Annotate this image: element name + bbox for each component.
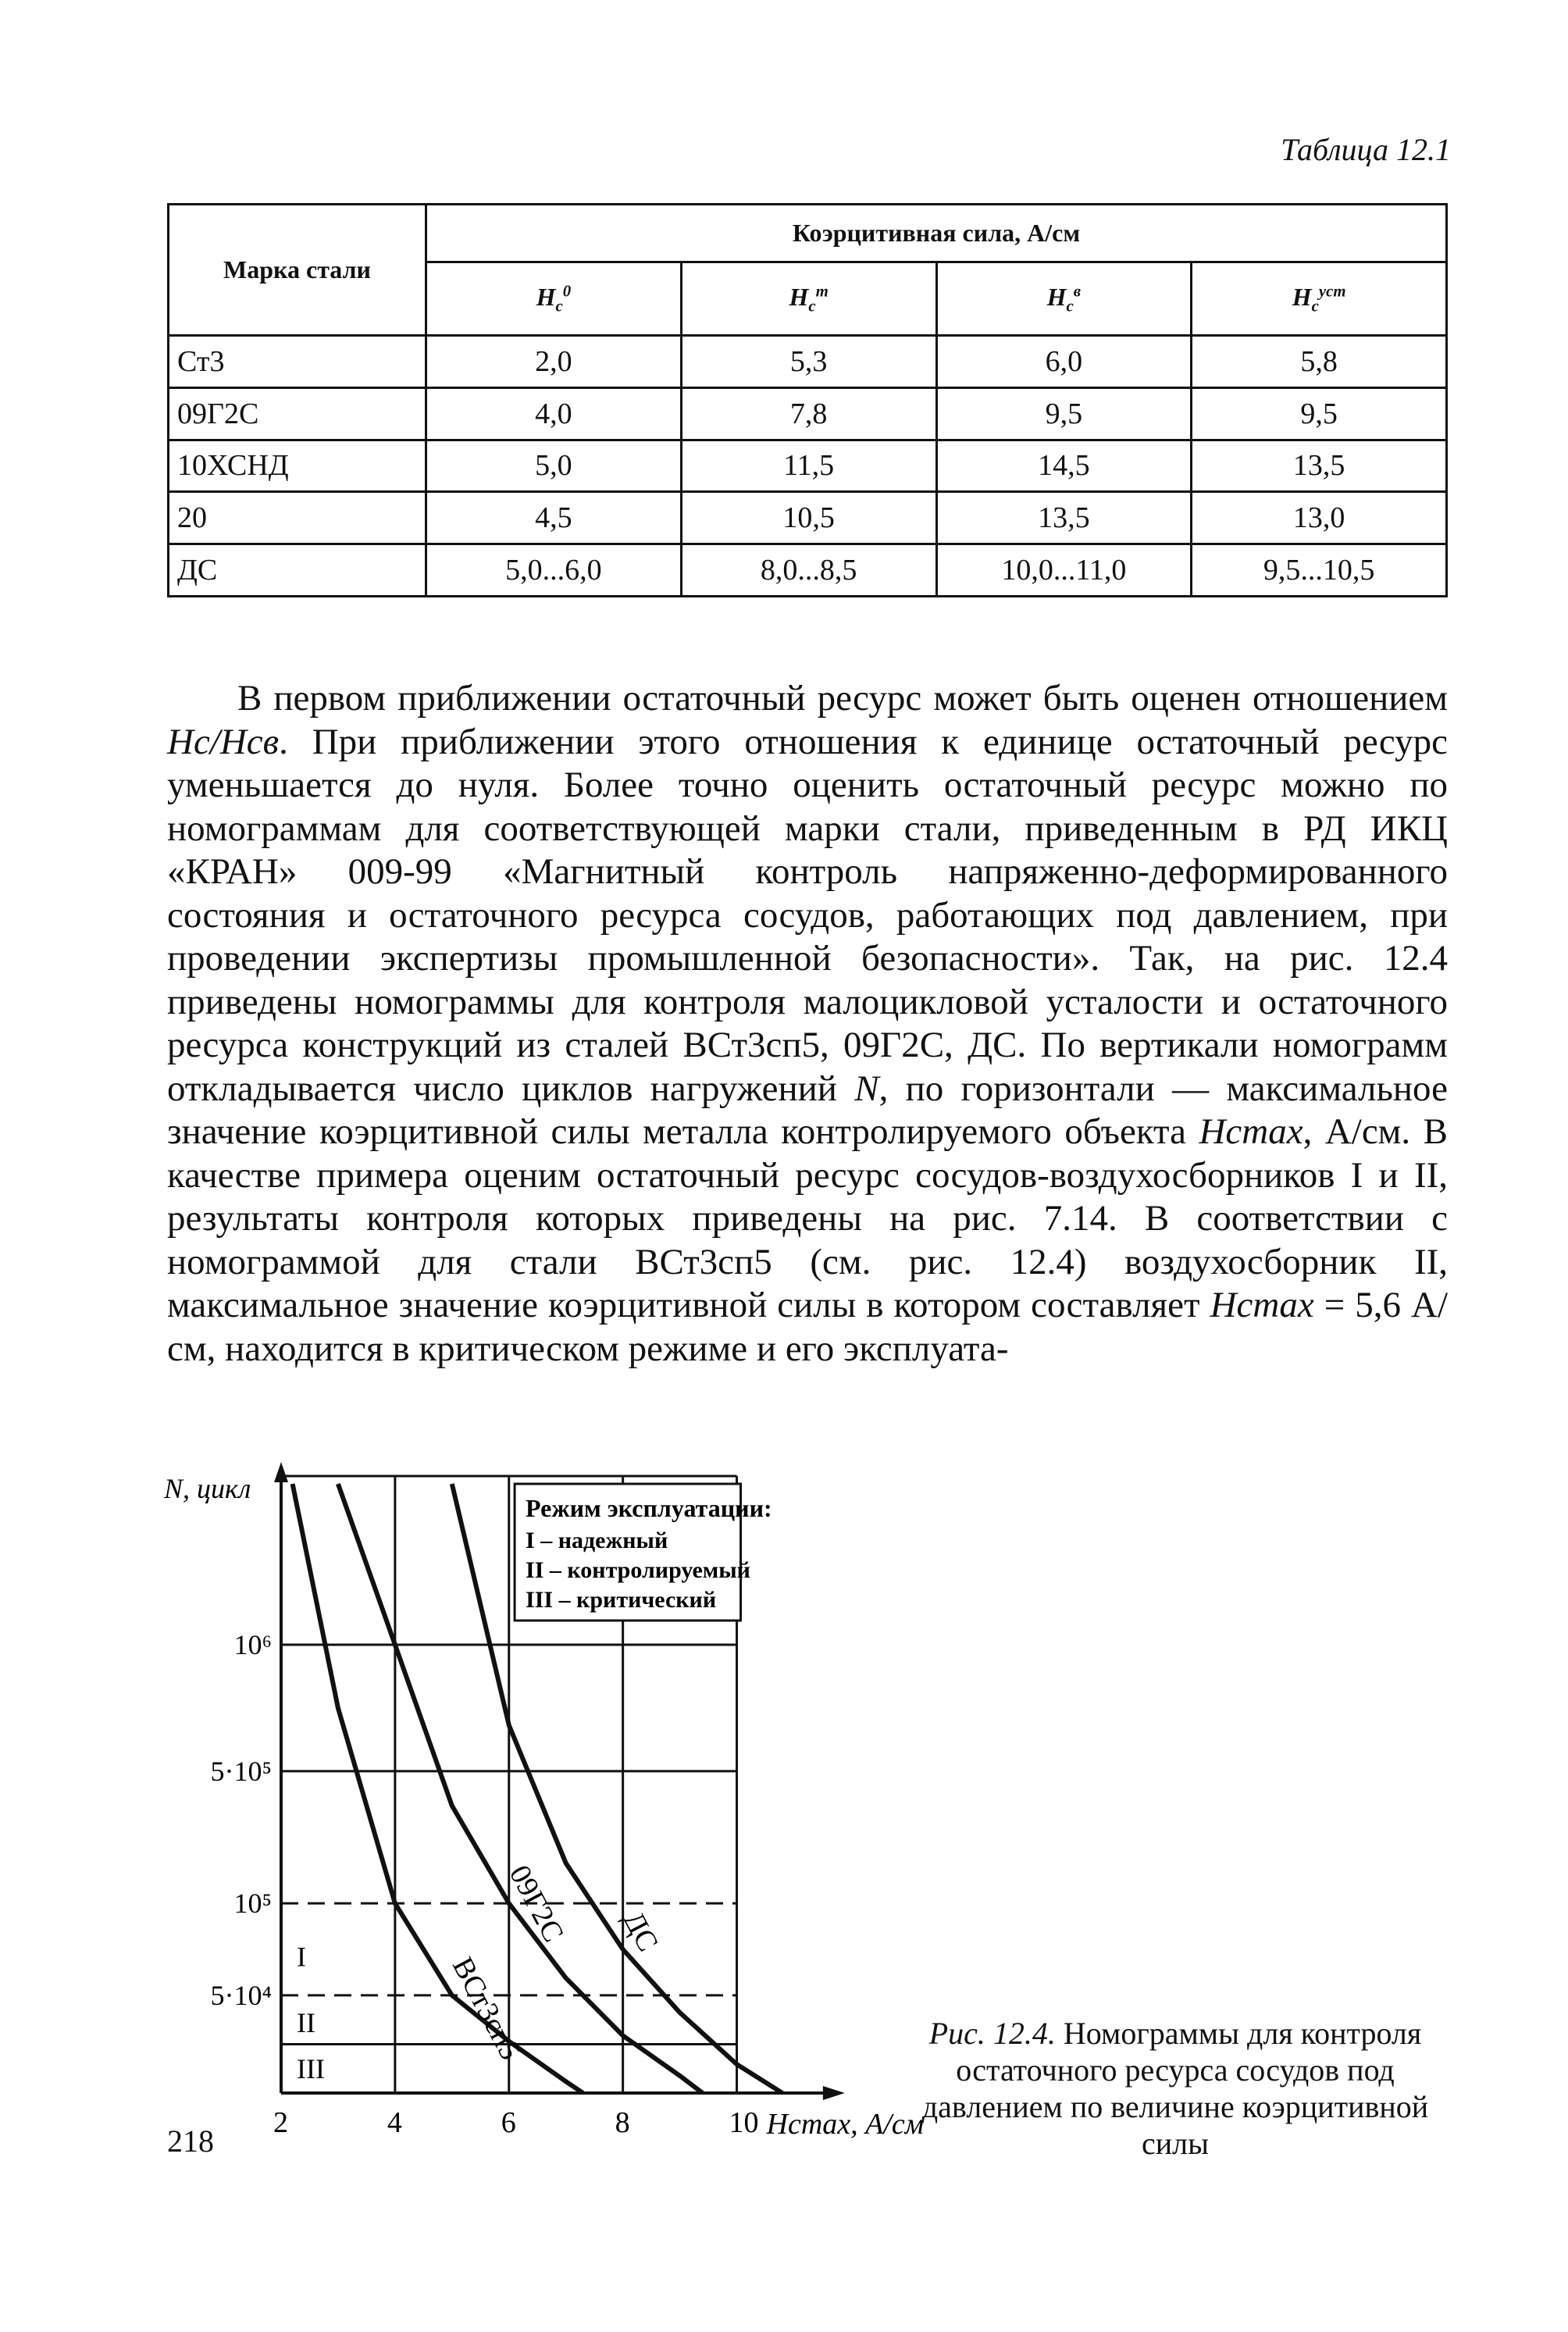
text-run: В первом приближении остаточный ресурс может быть оценен отношением [237,678,1448,718]
text-run: . При приближении этого отношения к единице остаточный ресурс уменьшается до нуля. Более точно оценить остаточный ресурс можно по номограммам для соответствующей марки стали, приведенным в РД ИКЦ «КРАН» 009-99 «Магнитный контроль напряженно-деформированного состояния и остаточного ресурса сосудов, работающих под давлением, при проведении экспертизы промышленной безопасности». Так, на рис. 12.4 приведены номограммы для контроля малоцикловой усталости и остаточного ресурса конструкций из сталей ВСт3сп5, 09Г2С, ДС. По вертикали номограмм откладывается число циклов нагружений [167,721,1448,1109]
zone-label: III [297,2052,325,2084]
cell-value: 5,8 [1192,336,1447,388]
header-col-ht: $H_c^т$ [681,262,936,336]
header-col-h0: $H_c^0$ [426,262,682,336]
cell-value: 11,5 [681,440,936,492]
header-coercive-force: Коэрцитивная сила, А/см [426,205,1447,262]
cell-value: 9,5 [1192,387,1447,440]
nomogram-svg [156,1460,925,2163]
figure-number: Рис. 12.4. [928,2016,1056,2051]
page-number: 218 [167,2123,214,2159]
cell-value: 4,0 [426,387,682,440]
y-tick-label: 10⁶ [233,1629,272,1661]
cell-value: 5,3 [681,336,936,388]
series-label: ВСт3сп5 [445,1952,527,2066]
cell-value: 10,5 [681,492,936,544]
y-tick-label: 5·10⁵ [210,1755,272,1787]
legend-item: III – критический [526,1587,717,1613]
header-col-hust: $H_c^{уст}$ [1192,262,1447,336]
cell-steel: 10ХСНД [169,440,426,492]
coercive-force-table [167,203,1448,597]
zone-label: I [297,1941,306,1973]
cell-value: 14,5 [936,440,1192,492]
n-symbol: N [854,1068,879,1109]
x-tick-label: 6 [501,2106,516,2139]
text-run: = 5,6 А/см, находится в критическом режиме и его эксплуата- [167,1285,1449,1369]
x-tick-label: 10 [729,2106,759,2139]
table-row [169,440,1447,492]
cell-value: 8,0...8,5 [681,544,936,597]
table-row [169,387,1447,440]
x-axis-label: Hcmax, А/см [766,2108,925,2141]
legend-item: I – надежный [526,1528,668,1553]
table-caption: Таблица 12.1 [1281,132,1451,167]
cell-value: 2,0 [426,336,682,388]
hcmax-symbol: Hcmax [1210,1285,1314,1325]
legend-item: II – контролируемый [526,1557,750,1583]
cell-steel: Ст3 [169,336,426,388]
cell-value: 7,8 [681,387,936,440]
figure-caption [890,2015,1460,2162]
cell-value: 5,0...6,0 [426,544,682,597]
cell-value: 4,5 [426,492,682,544]
cell-value: 6,0 [936,336,1192,388]
x-axis-arrow [823,2086,845,2100]
cell-value: 10,0...11,0 [936,544,1192,597]
header-col-hv: $H_c^в$ [936,262,1192,336]
figure-caption-text: Номограммы для контроля остаточного ресурса сосудов под давлением по величине коэрцитивной силы [921,2016,1429,2161]
y-tick-label: 5·10⁴ [210,1979,272,2011]
legend-title: Режим эксплуатации: [526,1494,772,1522]
x-tick-label: 8 [615,2106,630,2139]
text-run: , А/см. В качестве примера оценим остаточный ресурс сосудов-воздухосборников I и II, результаты контроля которых приведены на рис. 7.14. В соответствии с номограммой для стали ВСт3сп5 (см. рис. 12.4) воздухосборник II, максимальное значение коэрцитивной силы в котором составляет [167,1111,1448,1325]
series-label: ДС [616,1906,665,1957]
cell-steel: 09Г2С [169,387,426,440]
cell-value: 9,5...10,5 [1192,544,1447,597]
zone-label: II [297,2007,315,2039]
cell-value: 13,5 [936,492,1192,544]
ratio-symbol: Hc/Hcв [167,721,280,762]
series-label: 09Г2С [502,1860,570,1948]
body-paragraph [167,677,1448,1371]
table-row [169,492,1447,544]
table-row [169,336,1447,388]
x-tick-label: 4 [387,2106,402,2139]
table-header-row [169,205,1447,262]
cell-steel: 20 [169,492,426,544]
y-tick-label: 10⁵ [233,1888,272,1920]
y-axis-arrow [274,1462,288,1482]
hcmax-symbol: Hcmax [1199,1111,1303,1152]
y-axis-label: N, цикл [164,1473,251,1504]
text-run: , по горизонтали — максимальное значение коэрцитивной силы металла контролируемого объекта [167,1068,1448,1152]
x-tick-label: 2 [273,2106,288,2139]
cell-value: 9,5 [936,387,1192,440]
cell-value: 5,0 [426,440,682,492]
cell-value: 13,5 [1192,440,1447,492]
cell-steel: ДС [169,544,426,597]
cell-value: 13,0 [1192,492,1447,544]
table-row [169,544,1447,597]
header-steel-grade: Марка стали [169,205,426,336]
nomogram-chart [156,1460,925,2163]
